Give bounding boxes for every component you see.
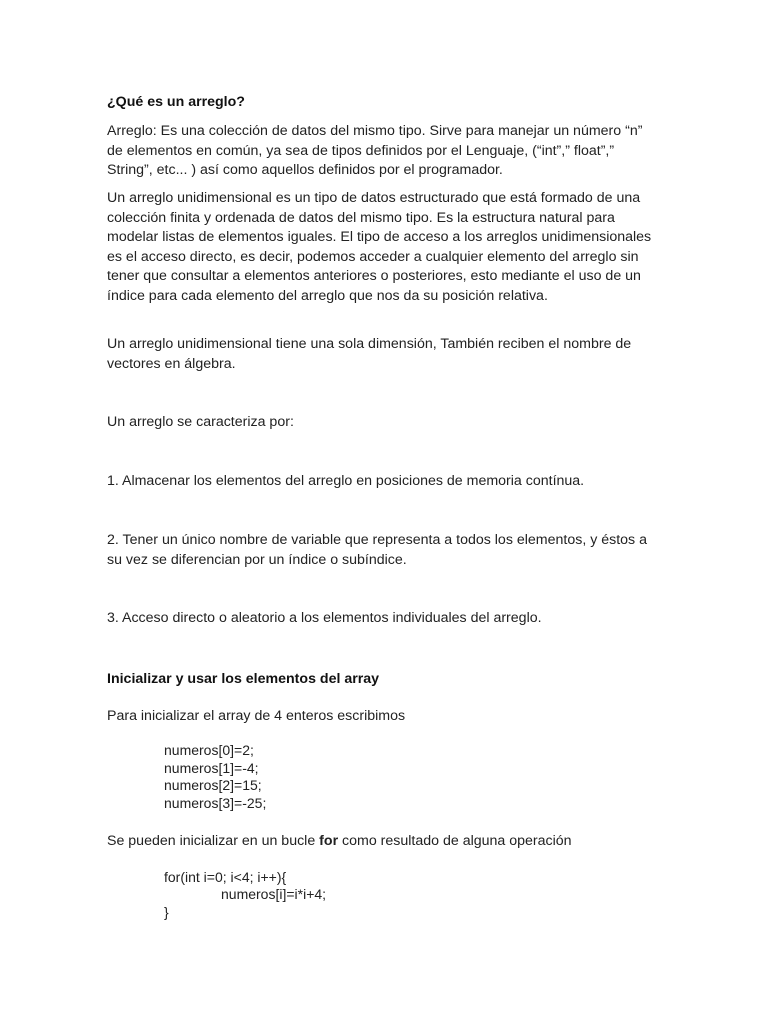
code-line: numeros[1]=-4; (164, 759, 259, 776)
list-item-2: 2. Tener un único nombre de variable que representa a todos los elementos, y éstos a su vez se diferencian por un índice o subíndice. (107, 532, 647, 568)
paragraph-init: Para inicializar el array de 4 enteros escribimos (107, 708, 406, 724)
heading-que-es-arreglo: ¿Qué es un arreglo? (107, 94, 245, 110)
paragraph-loop-text-end: como resultado de alguna operación (338, 833, 572, 849)
paragraph-unidimensional: Un arreglo unidimensional es un tipo de datos estructurado que está formado de una colección finita y ordenada de datos del mismo tipo. Es la estructura natural para modelar listas de elementos iguales. El tipo de acceso a los arreglos unidimensionales es el acceso directo, es decir, podemos acceder a cualquier elemento del arreglo sin tener que consultar a elementos anteriores o posteriores, esto mediante el uso de un índice para cada elemento del arreglo que nos da su posición relativa. (107, 190, 652, 304)
code-loop-line1: for(int i=0; i<4; i++){ (164, 869, 287, 885)
paragraph-caracteriza: Un arreglo se caracteriza por: (107, 414, 294, 430)
code-loop-line2: numeros[i]=i*i+4; (221, 886, 327, 902)
paragraph-dimension: Un arreglo unidimensional tiene una sola dimensión, También reciben el nombre de vectores en álgebra. (107, 336, 632, 372)
keyword-for: for (319, 833, 339, 849)
list-item-1: 1. Almacenar los elementos del arreglo en posiciones de memoria contínua. (107, 473, 585, 489)
code-line: numeros[0]=2; (164, 742, 254, 758)
list-item-3: 3. Acceso directo o aleatorio a los elementos individuales del arreglo. (107, 610, 542, 626)
heading-inicializar: Inicializar y usar los elementos del array (107, 671, 380, 687)
paragraph-loop (107, 832, 662, 852)
paragraph-loop-text: Se pueden inicializar en un bucle (107, 833, 320, 849)
paragraph-definition: Arreglo: Es una colección de datos del mismo tipo. Sirve para manejar un número “n” de elementos en común, ya sea de tipos definidos por el Lenguaje, (“int”,” float”,” String”, etc... ) así como aquellos definidos por el programador. (107, 123, 643, 178)
code-loop-line3: } (164, 904, 169, 920)
code-line: numeros[3]=-25; (164, 794, 267, 811)
code-init-block (164, 742, 266, 812)
code-line: numeros[2]=15; (164, 777, 262, 793)
